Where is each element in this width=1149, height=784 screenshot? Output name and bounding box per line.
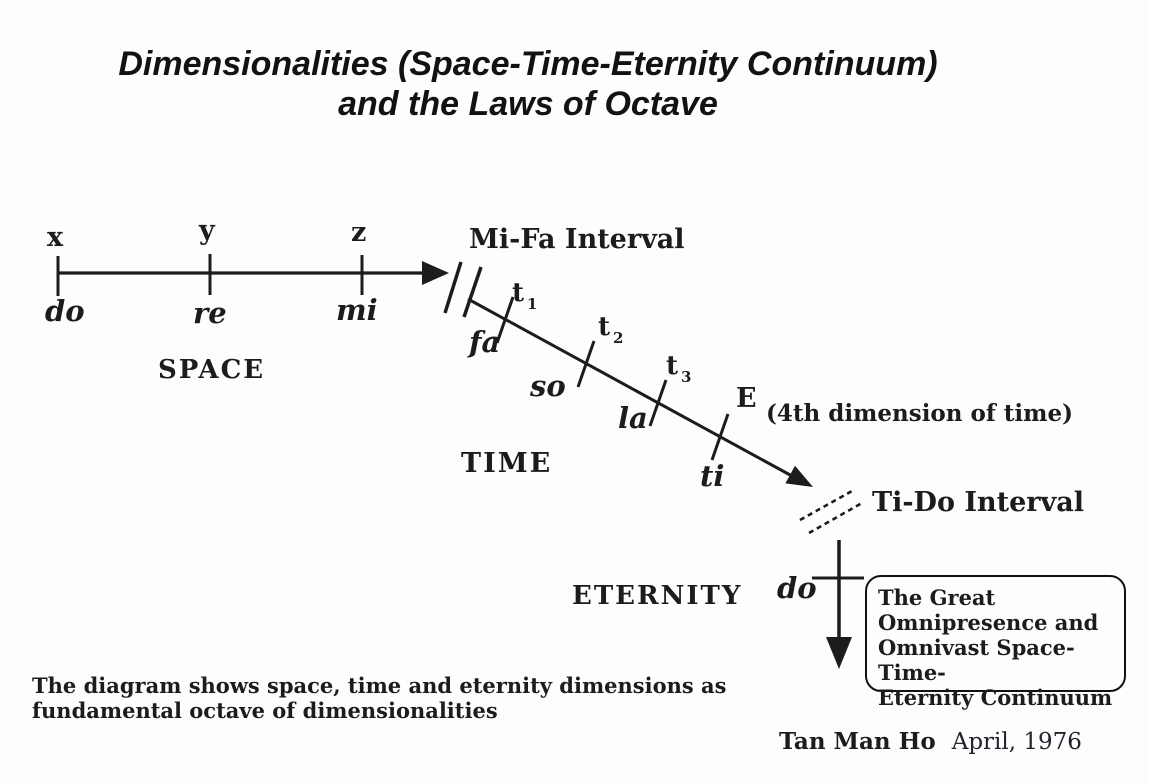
title-line-1: Dimensionalities (Space-Time-Eternity Continuum) — [118, 45, 938, 83]
time-point-t2-label — [598, 312, 624, 348]
ti-do-break-icon — [809, 503, 862, 533]
eternity-axis-arrowhead-icon — [826, 637, 852, 669]
title-line-2: and the Laws of Octave — [338, 85, 718, 123]
t2-base: t — [598, 312, 611, 342]
space-note-mi: mi — [336, 293, 378, 327]
space-note-re: re — [193, 296, 227, 330]
time-dimension-label: TIME — [461, 448, 553, 479]
fourth-dimension-note: (4th dimension of time) — [766, 400, 1073, 427]
credit-date: April, 1976 — [951, 729, 1082, 755]
time-point-t3-label — [666, 351, 692, 387]
diagram-title — [60, 44, 996, 124]
caption-line-2: fundamental octave of dimensionalities — [32, 698, 498, 723]
continuum-box-line-1: The Great — [878, 585, 996, 610]
space-coord-y-label: y — [199, 215, 215, 246]
eternity-dimension-label: ETERNITY — [572, 581, 743, 611]
time-tick-t3 — [650, 380, 666, 426]
t1-base: t — [512, 278, 525, 308]
continuum-box-line-3: Omnivast Space-Time- — [878, 635, 1075, 685]
time-tick-ti — [712, 414, 728, 460]
ti-do-interval-label: Ti-Do Interval — [872, 487, 1084, 518]
time-tick-t2 — [578, 341, 594, 387]
time-note-ti: ti — [700, 459, 725, 493]
t3-subscript: 3 — [681, 368, 692, 387]
eternity-note-do: do — [777, 571, 817, 605]
time-point-t1-label — [512, 278, 538, 314]
mi-fa-break-icon — [445, 262, 461, 313]
ti-do-break-icon — [800, 491, 852, 520]
time-e-point-label: E — [736, 383, 757, 414]
space-dimension-label: SPACE — [158, 355, 266, 385]
continuum-box-line-2: Omnipresence and — [878, 610, 1099, 635]
space-coord-x-label: x — [47, 222, 64, 253]
credit-author: Tan Man Ho — [779, 728, 936, 755]
time-note-so: so — [530, 369, 566, 403]
caption-line-1: The diagram shows space, time and eternity dimensions as — [32, 673, 727, 698]
continuum-box — [865, 575, 1126, 710]
space-note-do: do — [45, 294, 85, 328]
mi-fa-interval-label: Mi-Fa Interval — [469, 224, 685, 255]
t1-subscript: 1 — [527, 295, 538, 314]
credit — [779, 730, 1082, 754]
t3-base: t — [666, 351, 679, 381]
time-axis-arrowhead-icon — [785, 466, 813, 487]
mi-fa-break-icon — [464, 267, 481, 317]
time-note-la: la — [618, 401, 648, 435]
continuum-box-line-4: Eternity Continuum — [878, 685, 1113, 710]
t2-subscript: 2 — [613, 329, 624, 348]
space-coord-z-label: z — [351, 217, 367, 248]
space-axis-arrowhead-icon — [422, 261, 449, 285]
time-note-fa: fa — [469, 325, 501, 359]
